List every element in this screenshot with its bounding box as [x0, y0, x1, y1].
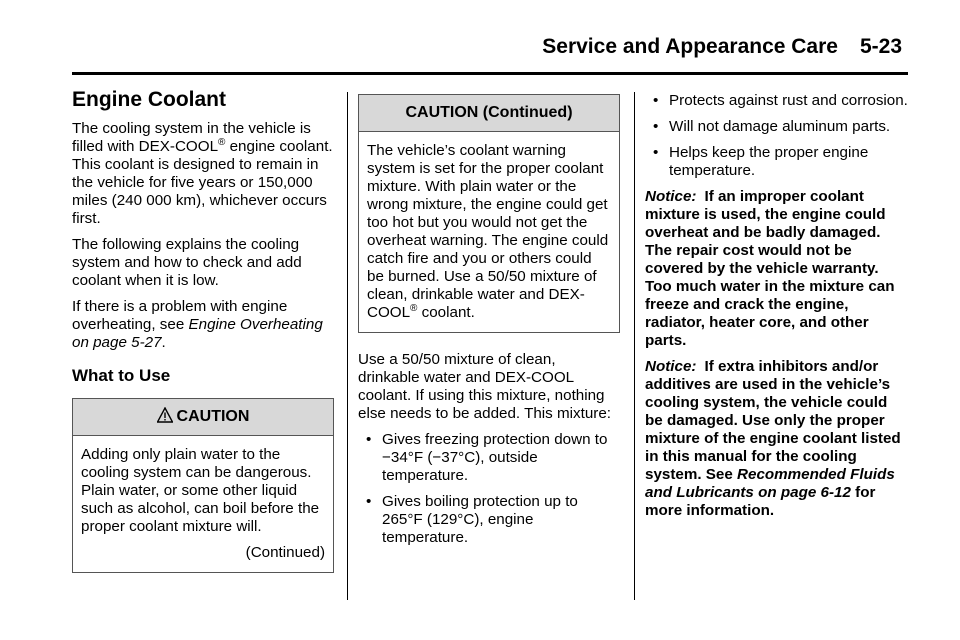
- subheading: What to Use: [72, 366, 171, 385]
- bullet-list: [358, 431, 620, 547]
- list-item: • Gives boiling protection up to 265°F (129°C), engine temperature.: [358, 493, 620, 547]
- caution-title: CAUTION: [176, 408, 250, 425]
- text: If there is a problem with engine overheating, see: [72, 298, 288, 333]
- section-heading: Engine Coolant: [72, 88, 226, 111]
- caution-body: [359, 132, 619, 332]
- cross-reference-link[interactable]: Recommended Fluids and Lubricants on page 6-12: [645, 466, 895, 501]
- list-item: • Gives freezing protection down to −34°F (−37°C), outside temperature.: [358, 431, 620, 485]
- notice-paragraph: [645, 188, 909, 350]
- notice-label: Notice:: [645, 188, 697, 205]
- notice-paragraph: [645, 358, 909, 520]
- list-item: • Will not damage aluminum parts.: [645, 118, 909, 136]
- caution-text: Adding only plain water to the cooling system can be dangerous. Plain water, or some other liquid such as alcohol, can boil before the proper coolant mixture will.: [81, 446, 320, 535]
- column-2: [358, 94, 620, 555]
- running-header: [542, 35, 902, 59]
- registered-mark: ®: [410, 302, 418, 314]
- list-item: • Protects against rust and corrosion.: [645, 92, 909, 110]
- paragraph: [72, 120, 334, 228]
- notice-text: If extra inhibitors and/or additives are used in the vehicle’s cooling system, the vehicle could be damaged. Use only the proper mixture of the engine coolant listed in this manual for the cooling system. See: [645, 358, 901, 483]
- registered-mark: ®: [218, 136, 226, 148]
- caution-continued-box: [358, 94, 620, 333]
- header-rule: [72, 72, 908, 75]
- cross-reference-link[interactable]: Engine Overheating on page 5-27: [72, 316, 323, 351]
- page-header: [0, 0, 960, 80]
- list-item: • Helps keep the proper engine temperature.: [645, 144, 909, 180]
- text: The cooling system in the vehicle is filled with DEX-COOL: [72, 120, 311, 155]
- paragraph: [72, 298, 334, 352]
- column-1: [72, 88, 334, 573]
- column-3: [645, 92, 909, 528]
- text: .: [161, 334, 166, 351]
- paragraph: The following explains the cooling system and how to check and add coolant when it is low.: [72, 236, 302, 289]
- column-divider: [634, 92, 635, 600]
- column-divider: [347, 92, 348, 600]
- caution-body: [73, 436, 333, 572]
- text: coolant.: [417, 304, 475, 321]
- caution-header: [73, 399, 333, 436]
- bullet-list: [645, 92, 909, 180]
- caution-box: [72, 398, 334, 573]
- continued-label: (Continued): [245, 544, 325, 561]
- warning-triangle-icon: [157, 407, 173, 423]
- paragraph: Use a 50/50 mixture of clean, drinkable water and DEX-COOL coolant. If using this mixture, nothing else needs to be added. This mixture:: [358, 351, 611, 422]
- text: The vehicle’s coolant warning system is set for the proper coolant mixture. With plain water or the wrong mixture, the engine could get too hot but you would not get the overheat warning. The engine could catch fire and you or others could be burned. Use a 50/50 mixture of clean, drinkable water and DEX-COOL: [367, 142, 609, 321]
- notice-text: If an improper coolant mixture is used, the engine could overheat and be badly damaged. The repair cost would not be covered by the vehicle warranty. Too much water in the mixture can freeze and crack the engine, radiator, heater core, and other parts.: [645, 188, 895, 349]
- caution-text: [367, 142, 611, 322]
- notice-label: Notice:: [645, 358, 697, 375]
- notice-text: for more information.: [645, 484, 876, 519]
- section-title: Service and Appearance Care: [542, 35, 838, 58]
- page-number: 5-23: [859, 35, 902, 58]
- text: engine coolant. This coolant is designed to remain in the vehicle for five years or 150,000 miles (240 000 km), whichever occurs first.: [72, 138, 333, 227]
- caution-header: CAUTION (Continued): [359, 95, 619, 132]
